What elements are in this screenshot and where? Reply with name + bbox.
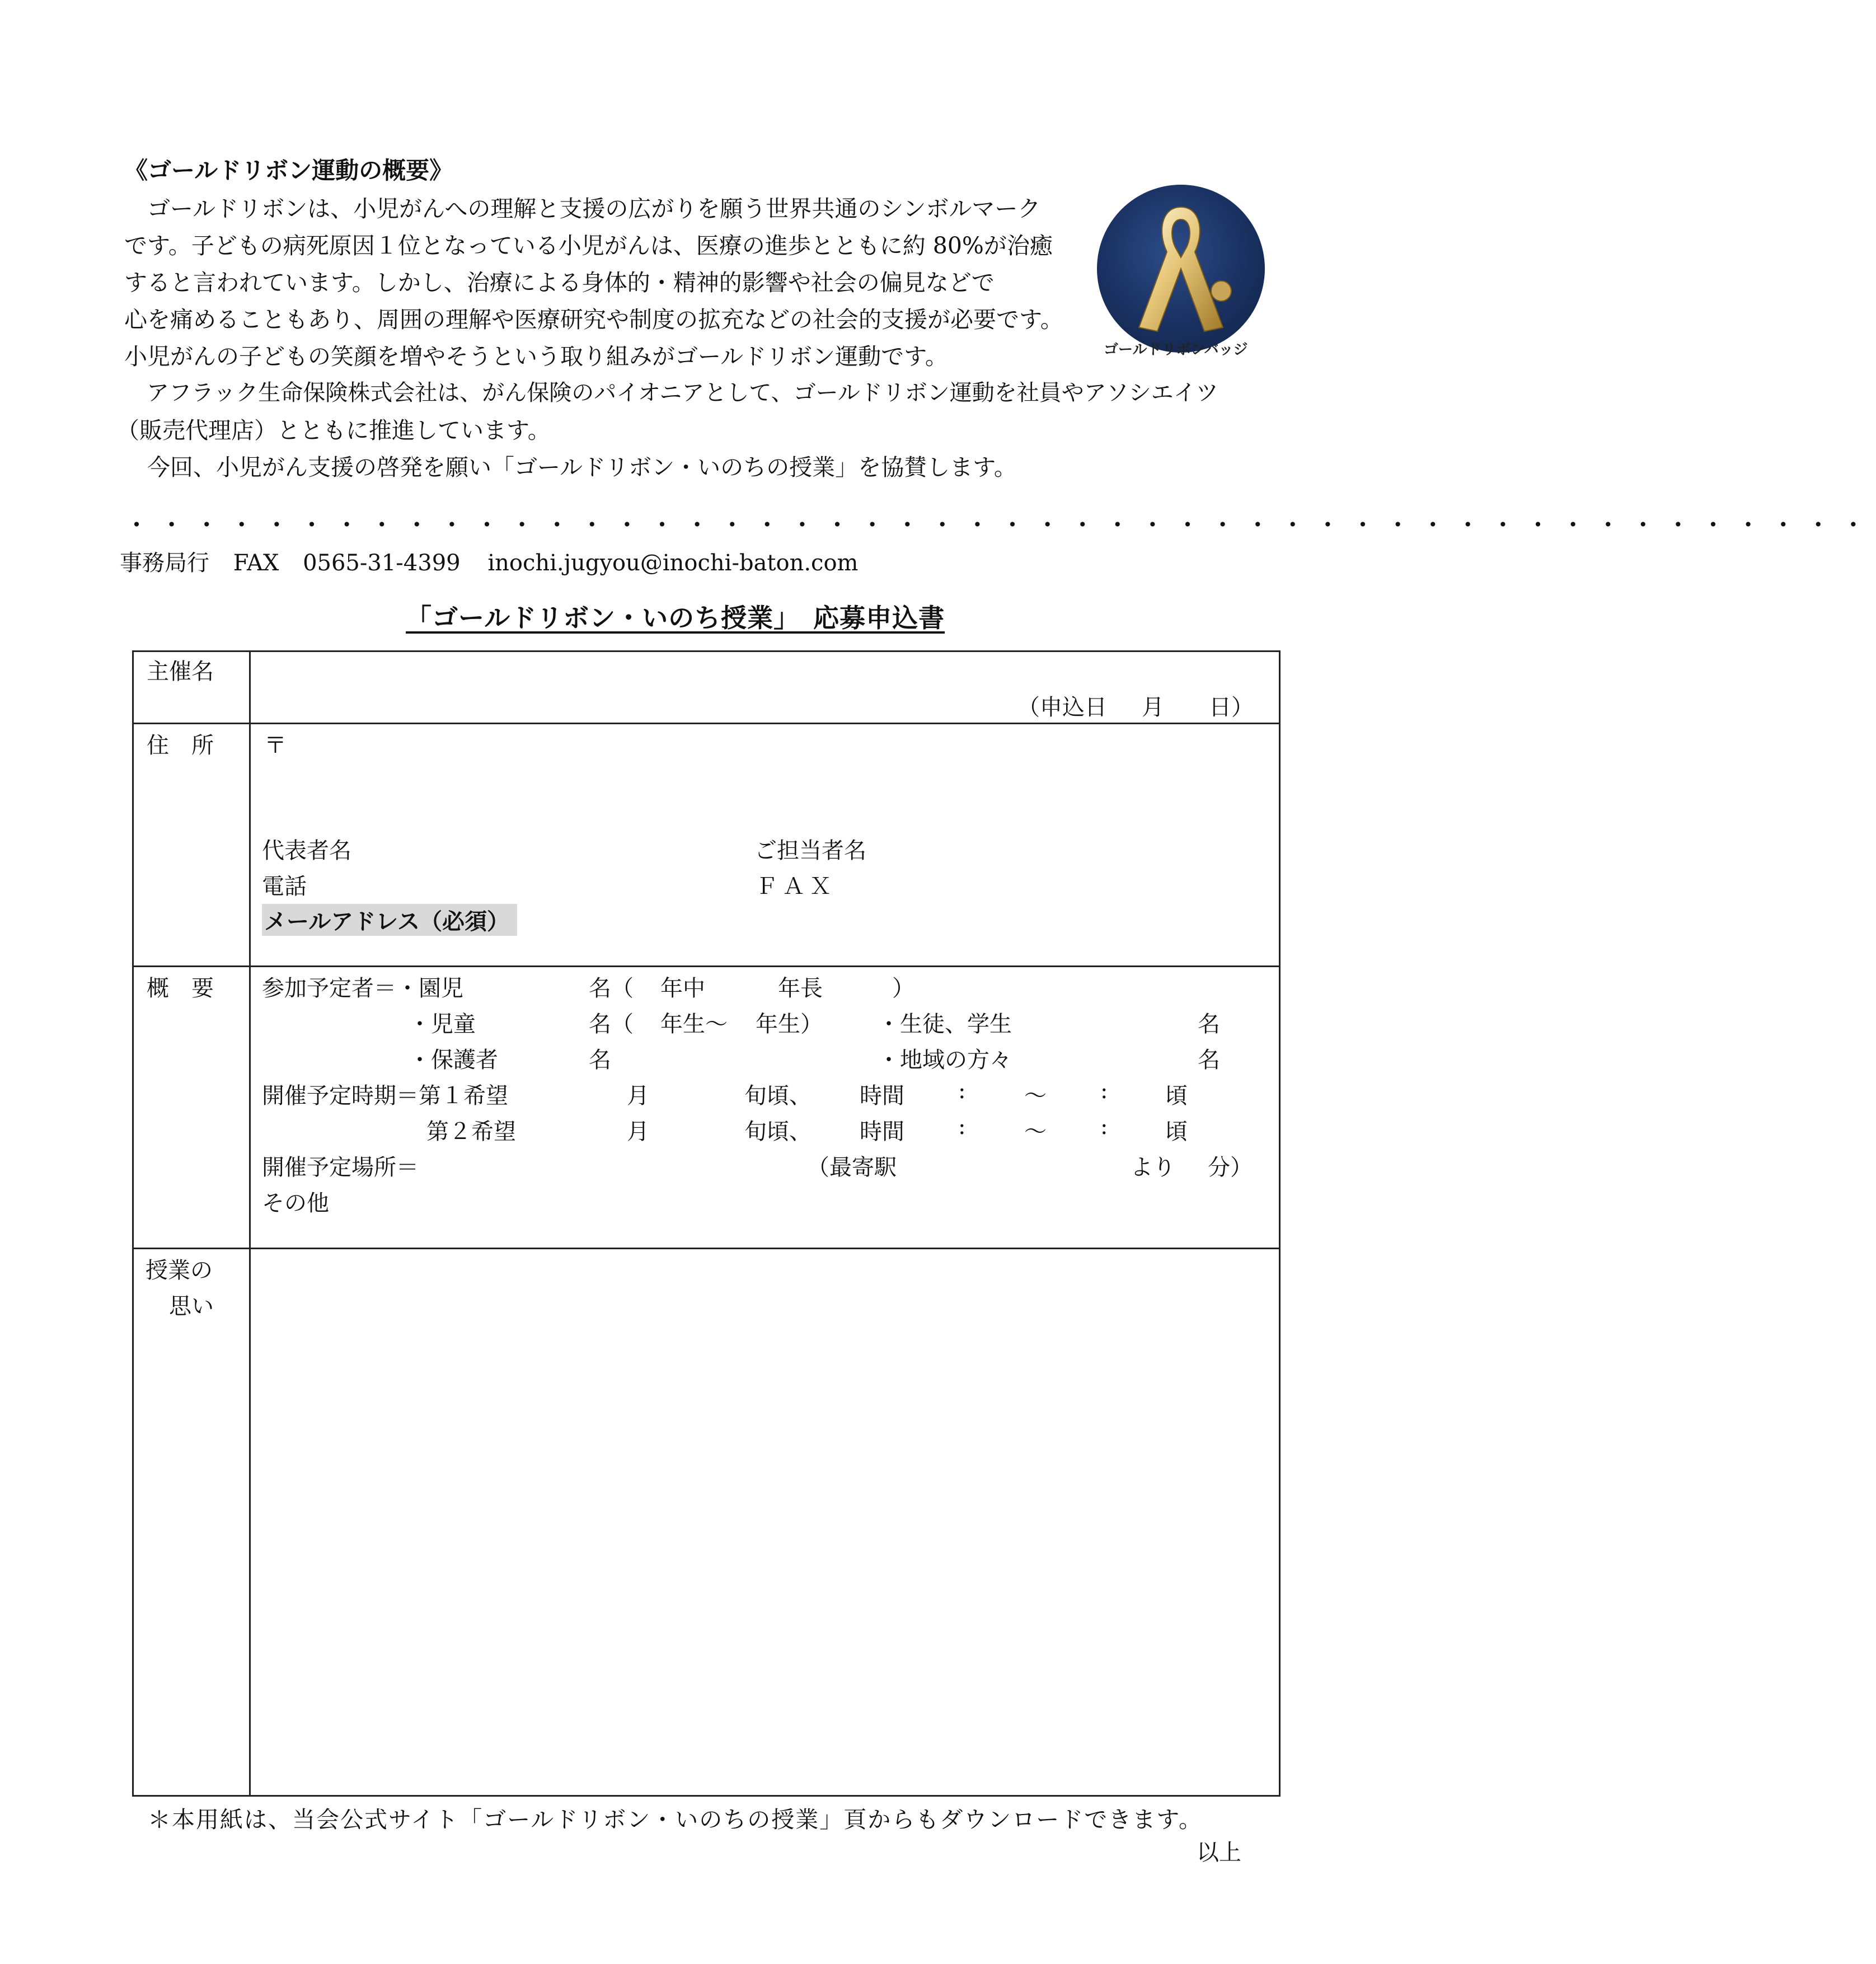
fax-field-label: ＦＡＸ: [756, 874, 836, 899]
thoughts-label-line1: 授業の: [146, 1258, 213, 1283]
schedule-hour: 時間: [860, 1119, 904, 1145]
schedule-month: 月: [627, 1119, 649, 1145]
nursery-middle: 年中: [660, 976, 705, 1001]
schedule-approx: 頃: [1165, 1083, 1188, 1109]
overview-line: アフラック生命保険株式会社は、がん保険のパイオニアとして、ゴールドリボン運動を社員やアソシエイツ: [124, 380, 1218, 406]
schedule-colon: :: [1100, 1078, 1108, 1104]
gold-ribbon-badge-image: [1097, 185, 1265, 353]
office-email: inochi.jugyou@inochi-baton.com: [487, 550, 859, 576]
schedule-tilde: 〜: [1024, 1083, 1047, 1109]
application-form-table: [132, 650, 1281, 1797]
schedule-period: 旬頃、: [744, 1119, 812, 1145]
row-divider: [134, 1248, 1279, 1249]
postal-mark: 〒: [264, 733, 287, 758]
badge-caption: ゴールドリボンバッジ: [1104, 341, 1248, 358]
overview-line: です。子どもの病死原因１位となっている小児がんは、医療の進歩とともに約 80%が治癒: [124, 232, 1053, 259]
footnote: ＊本用紙は、当会公式サイト「ゴールドリボン・いのちの授業」頁からもダウンロードできます。: [148, 1806, 1203, 1833]
schedule-colon: :: [958, 1078, 966, 1104]
application-date-open: （申込日: [1017, 695, 1107, 720]
schedule-hour: 時間: [860, 1083, 904, 1109]
locals-unit: 名: [1198, 1047, 1220, 1073]
nursery-unit: 名（: [589, 976, 634, 1001]
nursery-close: ）: [892, 976, 914, 1001]
schedule-colon: :: [958, 1114, 966, 1140]
office-info: [120, 545, 858, 577]
row-divider: [134, 723, 1279, 724]
nearest-station-label: （最寄駅: [807, 1155, 897, 1180]
students-unit: 名: [1198, 1011, 1220, 1037]
fax-number: 0565-31-4399: [303, 550, 461, 576]
grade-from: 年生〜: [660, 1011, 728, 1037]
other-label: その他: [262, 1190, 329, 1216]
organizer-label: 主催名: [147, 659, 214, 685]
schedule-tilde: 〜: [1024, 1119, 1047, 1145]
overview-line: 小児がんの子どもの笑顔を増やそうという取り組みがゴールドリボン運動です。: [124, 343, 948, 370]
address-label: 住 所: [147, 733, 214, 758]
locals-label: ・地域の方々: [878, 1047, 1012, 1073]
venue-label: 開催予定場所＝: [262, 1155, 419, 1180]
closing-mark: 以上: [1197, 1840, 1241, 1865]
participants-label: 参加予定者＝・園児: [262, 976, 463, 1001]
children-unit: 名（: [589, 1011, 634, 1037]
overview-line: すると言われています。しかし、治療による身体的・精神的影響や社会の偏見などで: [124, 269, 995, 296]
overview-line: （販売代理店）とともに推進しています。: [116, 417, 551, 444]
contact-person-label: ご担当者名: [754, 838, 866, 864]
summary-label: 概 要: [147, 976, 214, 1001]
grade-to: 年生）: [756, 1011, 823, 1037]
schedule-approx: 頃: [1165, 1119, 1188, 1145]
schedule-month: 月: [627, 1083, 649, 1109]
fax-label: FAX: [233, 550, 279, 576]
from-label: より: [1131, 1155, 1175, 1180]
ribbon-icon: [1097, 185, 1265, 353]
dotted-divider: ・・・・・・・・・・・・・・・・・・・・・・・・・・・・・・・・・・・・・・・・・・・・・・・・・・: [124, 511, 1876, 540]
schedule-period: 旬頃、: [744, 1083, 812, 1109]
email-required-label: メールアドレス（必須）: [262, 904, 517, 936]
minutes-label: 分）: [1208, 1155, 1253, 1180]
children-label: ・児童: [409, 1011, 476, 1037]
phone-label: 電話: [262, 874, 307, 899]
representative-label: 代表者名: [262, 838, 351, 864]
guardians-unit: 名: [589, 1047, 611, 1073]
schedule-second-label: 第２希望: [426, 1119, 516, 1145]
overview-title: 《ゴールドリボン運動の概要》: [124, 157, 453, 184]
application-date-month: 月: [1142, 695, 1164, 720]
students-label: ・生徒、学生: [878, 1011, 1012, 1037]
overview-line: 今回、小児がん支援の啓発を願い「ゴールドリボン・いのちの授業」を協賛します。: [124, 454, 1017, 481]
thoughts-label-line2: 思い: [169, 1293, 214, 1319]
schedule-colon: :: [1100, 1114, 1108, 1140]
application-date-day: 日）: [1209, 695, 1254, 720]
guardians-label: ・保護者: [409, 1047, 498, 1073]
column-divider: [249, 652, 251, 1795]
overview-line: 心を痛めることもあり、周囲の理解や医療研究や制度の拡充などの社会的支援が必要です。: [124, 306, 1063, 333]
row-divider: [134, 965, 1279, 967]
form-title: 「ゴールドリボン・いのち授業」 応募申込書: [406, 603, 945, 633]
schedule-first-label: 開催予定時期＝第１希望: [262, 1083, 508, 1109]
overview-line: ゴールドリボンは、小児がんへの理解と支援の広がりを願う世界共通のシンボルマーク: [124, 195, 1041, 222]
office-label: 事務局行: [120, 550, 209, 576]
nursery-senior: 年長: [778, 976, 823, 1001]
